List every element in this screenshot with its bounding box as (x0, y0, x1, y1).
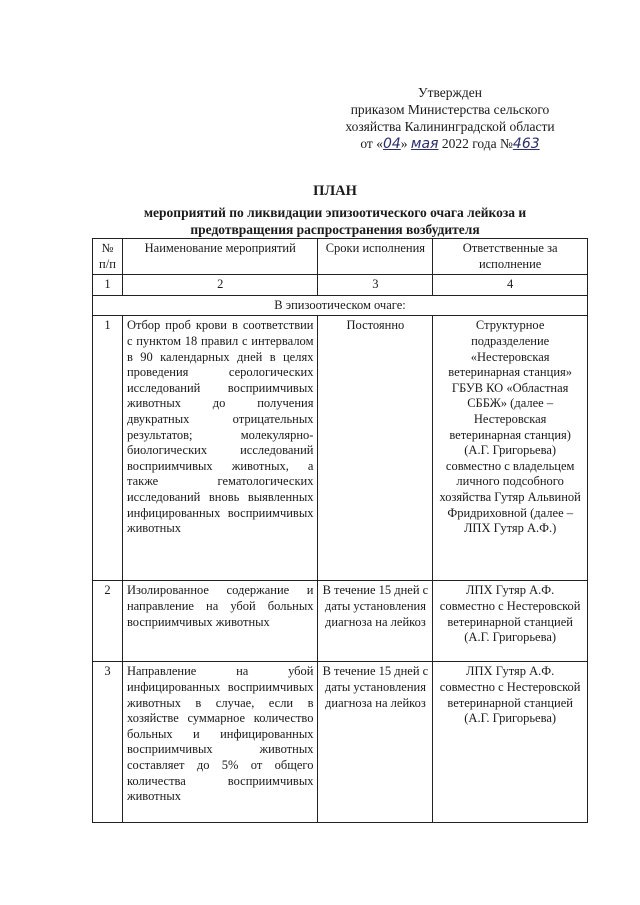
approval-block (330, 84, 570, 153)
column-number: 2 (122, 275, 318, 296)
table-header-row (93, 239, 588, 275)
header-name: Наименование мероприятий (122, 239, 318, 275)
date-month: мая (410, 136, 439, 152)
date-mid-1: » (400, 136, 411, 151)
row-responsible: ЛПХ Гутяр А.Ф. совместно с Нестеровской ветеринарной станцией (А.Г. Григорьева) (433, 662, 588, 823)
column-number: 3 (318, 275, 433, 296)
row-responsible: ЛПХ Гутяр А.Ф. совместно с Нестеровской ветеринарной станцией (А.Г. Григорьева) (433, 581, 588, 662)
header-responsible: Ответственные за исполнение (433, 239, 588, 275)
plan-subtitle-1: мероприятий по ликвидации эпизоотического очага лейкоза и (143, 205, 527, 220)
column-number: 4 (433, 275, 588, 296)
row-measure: Изолированное содержание и направление на убой больных восприимчивых животных (122, 581, 318, 662)
plan-heading: ПЛАН (313, 183, 357, 199)
column-number-row (93, 275, 588, 296)
row-terms: В течение 15 дней с даты установления диагноза на лейкоз (318, 662, 433, 823)
approval-title: Утвержден (418, 85, 482, 100)
approval-line-3: хозяйства Калининградской области (345, 119, 555, 134)
row-responsible: Структурное подразделение «Нестеровская ветеринарная станция» ГБУВ КО «Областная СББЖ» (далее – Нестеровская ветеринарная станция) (А.Г. Григорьева) совместно с владельцем личного подсобного хозяйства Гутяр Альвиной Фридриховной (далее – ЛПХ Гутяр А.Ф.) (433, 316, 588, 581)
row-measure: Направление на убой инфицированных восприимчивых животных в случае, если в хозяйстве суммарное количество больных и инфицированных восприимчивых животных составляет до 5% от общего количества восприимчивых животных (122, 662, 318, 823)
table-row (93, 581, 588, 662)
table-row (93, 316, 588, 581)
date-prefix: от « (360, 136, 383, 151)
row-terms: В течение 15 дней с даты установления диагноза на лейкоз (318, 581, 433, 662)
date-mid-2: 2022 года № (438, 136, 513, 151)
section-row (93, 295, 588, 316)
approval-date-line (330, 135, 570, 153)
plan-subtitle-2: предотвращения распространения возбудителя (190, 222, 480, 237)
order-number: 463 (512, 136, 540, 152)
approval-line-2: приказом Министерства сельского (350, 102, 550, 117)
header-terms: Сроки исполнения (318, 239, 433, 275)
table-row (93, 662, 588, 823)
plan-table (92, 238, 588, 823)
document-title (80, 183, 590, 238)
date-day: 04 (382, 136, 401, 152)
row-number: 3 (93, 662, 123, 823)
column-number: 1 (93, 275, 123, 296)
row-measure: Отбор проб крови в соответствии с пунктом 18 правил с интервалом в 90 календарных дней в целях проведения серологических исследований восприимчивых животных до получения двукратных отрицательных результатов; молекулярно-биологических исследований восприимчивых животных, а также гематологических исследований вновь выявленных инфицированных восприимчивых животных (122, 316, 318, 581)
header-num: № п/п (93, 239, 123, 275)
section-title: В эпизоотическом очаге: (93, 295, 588, 316)
row-number: 2 (93, 581, 123, 662)
row-number: 1 (93, 316, 123, 581)
row-terms: Постоянно (318, 316, 433, 581)
